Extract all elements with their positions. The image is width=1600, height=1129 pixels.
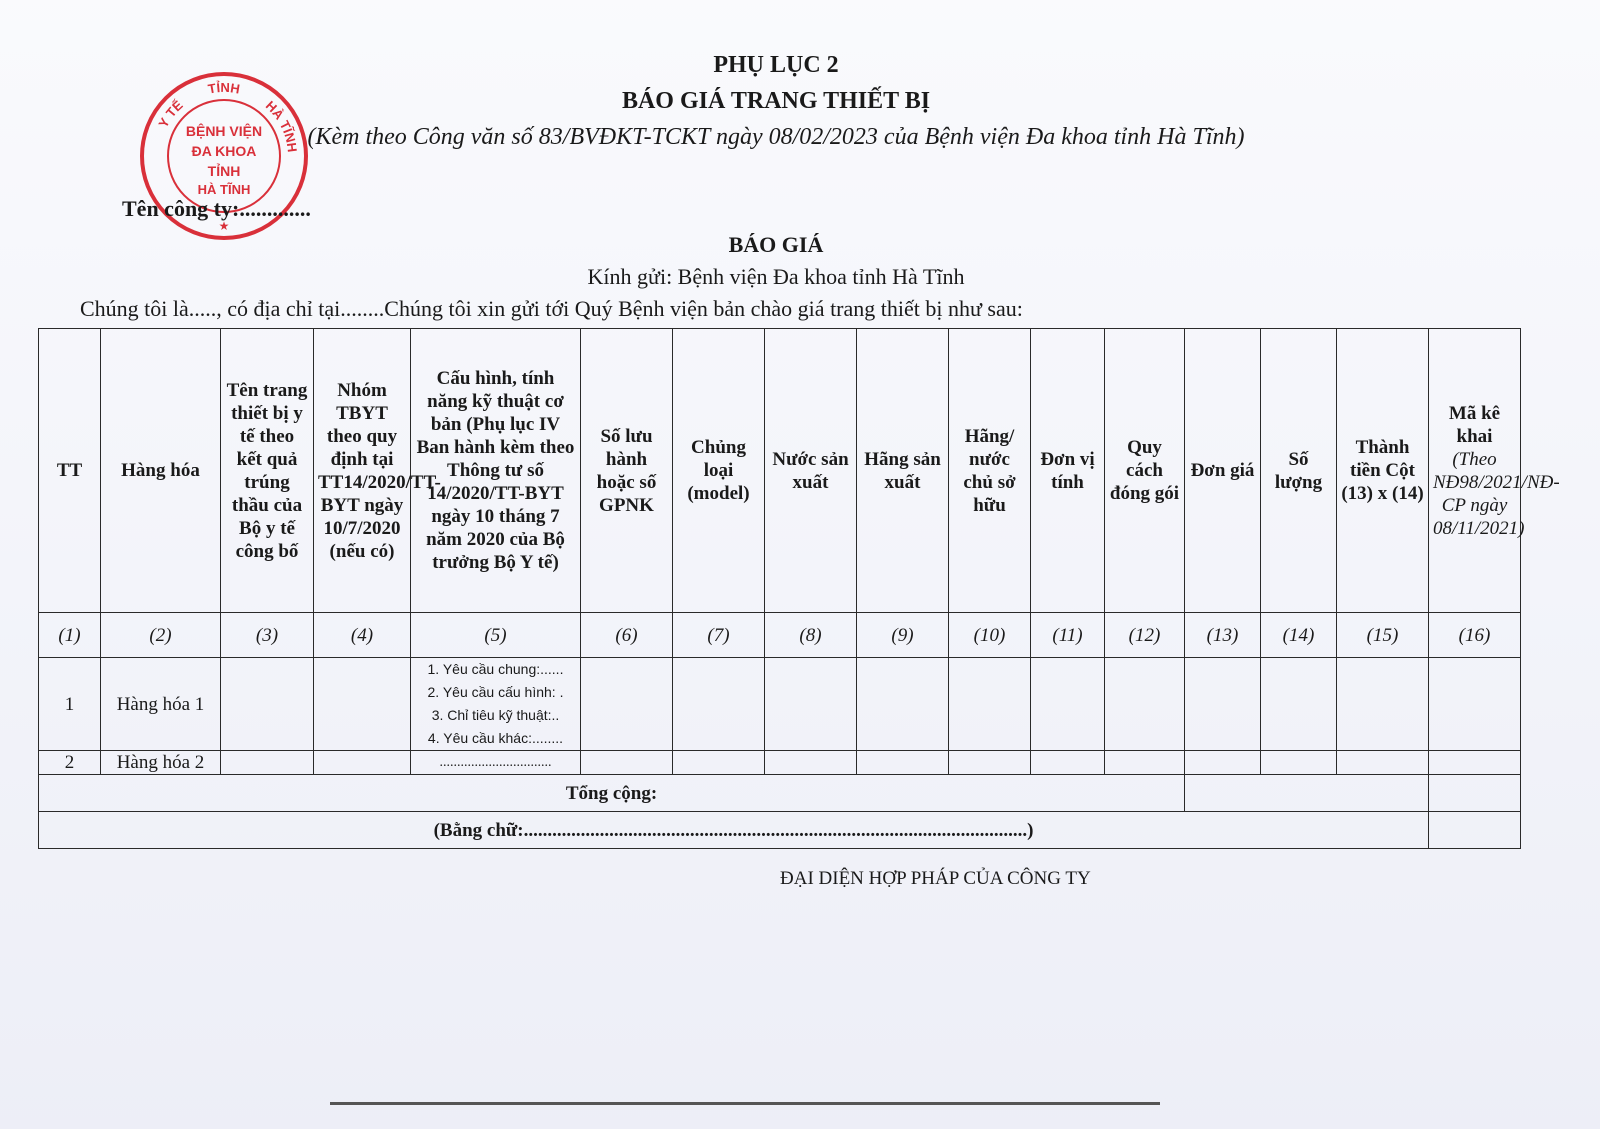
row-cell [1031,658,1105,751]
row-cell [1261,751,1337,775]
row-tt: 1 [39,658,101,751]
header-row [39,329,1521,613]
row-cell [1429,658,1521,751]
row-cell [1031,751,1105,775]
row-cell [581,658,673,751]
declaration-code-label: Mã kê khai [1448,402,1501,447]
total-extra-cell [1429,775,1521,812]
col-header-item: Hàng hóa [101,329,221,613]
row-cell [1261,658,1337,751]
spec-line: 1. Yêu cầu chung:...... [427,661,564,677]
row-cell [1337,751,1429,775]
amount-in-words-row [39,812,1521,849]
column-number: (3) [221,613,314,658]
row-cell [1185,658,1261,751]
col-header-device-group: Nhóm TBYT theo quy định tại TT14/2020/TT-BYT ngày 10/7/2020 (nếu có) [314,329,411,613]
total-row [39,775,1521,812]
row-cell [221,751,314,775]
col-header-country: Nước sản xuất [765,329,857,613]
col-header-unit: Đơn vị tính [1031,329,1105,613]
col-header-declaration-code [1429,329,1560,613]
quote-intro: Chúng tôi là....., có địa chỉ tại........Chúng tôi xin gửi tới Quý Bệnh viện bản chào giá trang thiết bị như sau: [80,296,1023,321]
stamp-line-1: BỆNH VIỆN [185,123,263,139]
column-number: (4) [314,613,411,658]
row-cell [673,751,765,775]
stamp-line-2: ĐA KHOA [191,143,257,159]
column-number: (10) [949,613,1031,658]
row-specs: ................................ [411,751,581,775]
column-number: (9) [857,613,949,658]
quote-recipient: Kính gửi: Bệnh viện Đa khoa tỉnh Hà Tĩnh [587,264,965,289]
column-number: (16) [1429,613,1521,658]
col-header-license-number: Số lưu hành hoặc số GPNK [581,329,673,613]
row-cell [1185,751,1261,775]
appendix-label: PHỤ LỤC 2 [713,52,839,78]
column-number: (2) [101,613,221,658]
col-header-model: Chủng loại (model) [673,329,765,613]
quote-title: BÁO GIÁ [728,232,824,257]
spec-line: 2. Yêu cầu cấu hình: . [427,684,564,700]
column-number: (8) [765,613,857,658]
quotation-table [38,328,1560,849]
spec-line: 3. Chỉ tiêu kỹ thuật:.. [431,707,560,723]
column-number-row [39,613,1521,658]
total-label: Tổng cộng: [39,775,1185,812]
col-header-configuration: Cấu hình, tính năng kỹ thuật cơ bản (Phụ lục IV Ban hành kèm theo Thông tư số 14/2020/TT-BYT ngày 10 tháng 7 năm 2020 của Bộ trưởng Bộ Y tế) [411,329,581,613]
row-cell [314,751,411,775]
row-item-name: Hàng hóa 1 [101,658,221,751]
stamp-line-4: HÀ TĨNH [197,182,251,197]
col-header-packaging: Quy cách đóng gói [1105,329,1185,613]
col-header-device-name: Tên trang thiết bị y tế theo kết quả trúng thầu của Bộ y tế công bố [221,329,314,613]
total-value [1185,775,1429,812]
row-cell [673,658,765,751]
page-bottom-rule [330,1102,1160,1105]
row-cell [949,658,1031,751]
stamp-star-icon: ★ [218,219,230,233]
table-row [39,658,1521,751]
row-cell [765,751,857,775]
column-number: (11) [1031,613,1105,658]
document-title: BÁO GIÁ TRANG THIẾT BỊ [621,88,931,114]
amount-in-words: (Bằng chữ:..........................................................................................................) [39,812,1429,849]
declaration-code-note: (Theo NĐ98/2021/NĐ-CP ngày 08/11/2021) [1433,448,1560,539]
row-cell [1337,658,1429,751]
row-cell [765,658,857,751]
row-item-name: Hàng hóa 2 [101,751,221,775]
row-cell [1429,751,1521,775]
col-header-owner: Hãng/ nước chủ sở hữu [949,329,1031,613]
legal-representative-signature: ĐẠI DIỆN HỢP PHÁP CỦA CÔNG TY [780,868,1091,889]
table-row [39,751,1521,775]
stamp-line-3: TỈNH [207,163,241,179]
row-cell [1105,751,1185,775]
company-name-line: Tên công ty:............. [122,196,311,221]
stamp-arc-right: HÀ TĨNH [262,97,300,153]
column-number: (6) [581,613,673,658]
col-header-amount: Thành tiền Cột (13) x (14) [1337,329,1429,613]
column-number: (7) [673,613,765,658]
row-specs [411,658,581,751]
column-number: (13) [1185,613,1261,658]
row-cell [857,658,949,751]
row-cell [581,751,673,775]
words-extra-cell [1429,812,1521,849]
row-cell [314,658,411,751]
row-tt: 2 [39,751,101,775]
column-number: (14) [1261,613,1337,658]
document-subtitle: (Kèm theo Công văn số 83/BVĐKT-TCKT ngày 08/02/2023 của Bệnh viện Đa khoa tỉnh Hà Tĩnh) [307,124,1245,150]
col-header-quantity: Số lượng [1261,329,1337,613]
row-cell [857,751,949,775]
col-header-unit-price: Đơn giá [1185,329,1261,613]
column-number: (1) [39,613,101,658]
row-cell [221,658,314,751]
col-header-manufacturer: Hãng sản xuất [857,329,949,613]
column-number: (5) [411,613,581,658]
row-cell [949,751,1031,775]
stamp-arc-top: TỈNH [206,79,242,97]
row-cell [1105,658,1185,751]
col-header-tt: TT [39,329,101,613]
spec-line: 4. Yêu cầu khác:........ [427,730,564,746]
stamp-arc-left: Y TẾ [155,97,186,131]
column-number: (12) [1105,613,1185,658]
column-number: (15) [1337,613,1429,658]
